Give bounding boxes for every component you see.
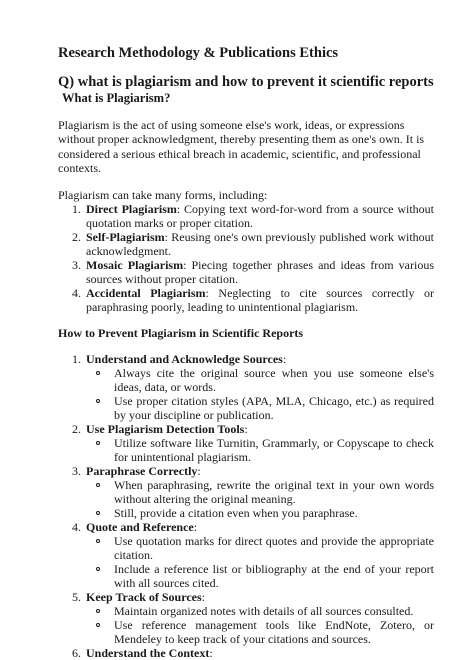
step-bullet-item [86, 604, 434, 618]
prevention-step [58, 464, 434, 520]
form-item [58, 258, 434, 286]
form-item-description: : Neglecting to cite sources correctly or paraphrasing poorly, leading to unintentional plagiarism. [86, 286, 435, 315]
subheading-what-is-plagiarism: What is Plagiarism? [62, 91, 171, 105]
step-title-suffix: : [197, 464, 201, 479]
step-bullet-item [86, 366, 434, 394]
form-item-term: Accidental Plagiarism [86, 286, 206, 301]
step-bullet-item [86, 618, 434, 646]
step-bullets [86, 604, 434, 646]
hollow-circle-bullet-icon [96, 399, 100, 403]
step-bullets [86, 534, 434, 590]
document-title: Research Methodology & Publications Ethics [58, 45, 339, 61]
step-title-suffix: : [209, 646, 213, 660]
prevention-step [58, 590, 434, 646]
step-bullet-item [86, 562, 434, 590]
step-title: Keep Track of Sources [86, 590, 202, 605]
step-title-suffix: : [193, 520, 198, 535]
question-heading: Q) what is plagiarism and how to prevent it scientific reports [58, 74, 434, 90]
prevent-heading: How to Prevent Plagiarism in Scientific Reports [58, 326, 304, 341]
prevention-steps-list [58, 352, 434, 660]
step-number: 6. [72, 646, 81, 660]
step-number: 2. [72, 422, 81, 437]
step-number: 4. [72, 520, 81, 535]
prevention-step [58, 646, 434, 660]
definition-paragraph: Plagiarism is the act of using someone else's work, ideas, or expressions without proper acknowledgment, thereby presenting them as one's own. It is considered a serious ethical breach in academic, scientific, and professional contexts. [58, 118, 425, 176]
step-title: Understand and Acknowledge Sources [86, 352, 283, 367]
step-title: Quote and Reference [86, 520, 194, 535]
form-item-number: 4. [72, 286, 81, 301]
step-bullets [86, 436, 434, 464]
forms-intro: Plagiarism can take many forms, including: [58, 187, 268, 202]
form-item-term: Direct Plagiarism [86, 202, 177, 217]
step-bullet-text: Include a reference list or bibliography at the end of your report with all sources cited. [114, 562, 434, 591]
step-title: Understand the Context [86, 646, 210, 660]
step-bullet-item [86, 534, 434, 562]
prevention-step [58, 520, 434, 590]
step-title-suffix: : [201, 590, 206, 605]
step-title: Use Plagiarism Detection Tools [86, 422, 245, 437]
hollow-circle-bullet-icon [96, 511, 100, 515]
form-item-description: : Piecing together phrases and ideas from various sources without proper citation. [86, 258, 434, 287]
form-item-number: 1. [72, 202, 81, 217]
step-bullet-text: Use quotation marks for direct quotes and provide the appropriate citation. [114, 534, 434, 563]
step-title-suffix: : [244, 422, 248, 437]
form-item-number: 2. [72, 230, 81, 245]
form-item-term: Mosaic Plagiarism [86, 258, 184, 273]
step-title-suffix: : [282, 352, 287, 367]
step-bullet-text: Use reference management tools like EndNote, Zotero, or Mendeley to keep track of your citations and sources. [114, 618, 434, 647]
step-number: 3. [72, 464, 81, 479]
hollow-circle-bullet-icon [96, 371, 100, 375]
form-item-description: : Reusing one's own previously published work without acknowledgment. [86, 230, 434, 259]
form-item-number: 3. [72, 258, 81, 273]
prevention-step [58, 352, 434, 422]
step-number: 5. [72, 590, 81, 605]
prevention-step [58, 422, 434, 464]
step-bullet-item [86, 506, 434, 520]
form-item-description: : Copying text word-for-word from a source without quotation marks or proper citation. [86, 202, 434, 231]
hollow-circle-bullet-icon [96, 539, 100, 543]
form-item [58, 202, 434, 230]
step-bullet-text: Use proper citation styles (APA, MLA, Chicago, etc.) as required by your discipline or publication. [114, 394, 434, 423]
hollow-circle-bullet-icon [96, 609, 100, 613]
step-bullet-text: When paraphrasing, rewrite the original text in your own words without altering the original meaning. [114, 478, 434, 507]
hollow-circle-bullet-icon [96, 623, 100, 627]
hollow-circle-bullet-icon [96, 483, 100, 487]
step-bullet-text: Still, provide a citation even when you paraphrase. [114, 506, 358, 521]
step-bullet-item [86, 478, 434, 506]
form-item [58, 230, 434, 258]
hollow-circle-bullet-icon [96, 441, 100, 445]
step-bullet-text: Always cite the original source when you use someone else's ideas, data, or words. [114, 366, 434, 395]
form-item-term: Self-Plagiarism [86, 230, 165, 245]
forms-list [58, 202, 434, 314]
step-title: Paraphrase Correctly [86, 464, 198, 479]
hollow-circle-bullet-icon [96, 567, 100, 571]
step-bullet-text: Maintain organized notes with details of all sources consulted. [114, 604, 414, 619]
form-item [58, 286, 434, 314]
step-bullet-item [86, 394, 434, 422]
step-bullet-text: Utilize software like Turnitin, Grammarly, or Copyscape to check for unintentional plagiarism. [114, 436, 434, 465]
step-bullet-item [86, 436, 434, 464]
step-bullets [86, 366, 434, 422]
step-number: 1. [72, 352, 81, 367]
step-bullets [86, 478, 434, 520]
